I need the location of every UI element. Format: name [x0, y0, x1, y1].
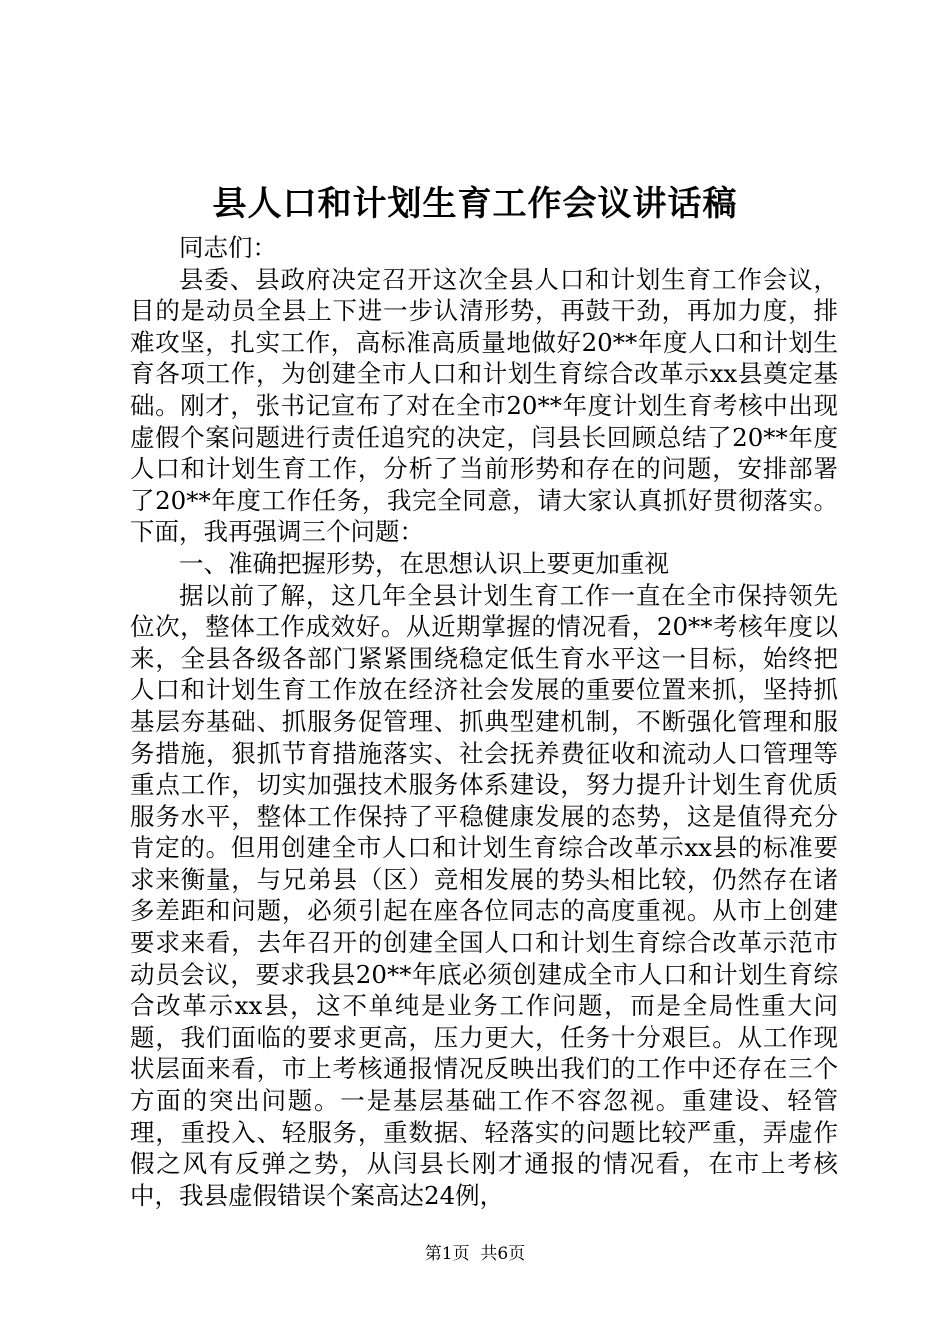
- salutation-paragraph: 同志们：: [179, 233, 277, 262]
- body-paragraph: 县委、县政府决定召开这次全县人口和计划生育工作会议，目的是动员全县上下进一步认清形势，再鼓干劲，再加力度，排难攻坚，扎实工作，高标准高质量地做好20**年度人口和计划生育各项工作，为创建全市人口和计划生育综合改革示xx县奠定基础。刚才，张书记宣布了对在全市20**年度计划生育考核中出现虚假个案问题进行责任追究的决定，闫县长回顾总结了20**年度人口和计划生育工作，分析了当前形势和存在的问题，安排部署了20**年度工作任务，我完全同意，请大家认真抓好贯彻落实。下面，我再强调三个问题：: [130, 264, 838, 547]
- page-footer: [0, 1242, 950, 1266]
- page-number: 第1页: [424, 1244, 470, 1264]
- section-heading: 一、准确把握形势，在思想认识上要更加重视: [179, 548, 669, 578]
- document-title: 县人口和计划生育工作会议讲话稿: [212, 184, 738, 224]
- page-total: 共6页: [480, 1244, 526, 1264]
- body-paragraph: 据以前了解，这几年全县计划生育工作一直在全市保持领先位次，整体工作成效好。从近期掌握的情况看，20**考核年度以来，全县各级各部门紧紧围绕稳定低生育水平这一目标，始终把人口和计划生育工作放在经济社会发展的重要位置来抓，坚持抓基层夯基础、抓服务促管理、抓典型建机制，不断强化管理和服务措施，狠抓节育措施落实、社会抚养费征收和流动人口管理等重点工作，切实加强技术服务体系建设，努力提升计划生育优质服务水平，整体工作保持了平稳健康发展的态势，这是值得充分肯定的。但用创建全市人口和计划生育综合改革示xx县的标准要求来衡量，与兄弟县（区）竞相发展的势头相比较，仍然存在诸多差距和问题，必须引起在座各位同志的高度重视。从市上创建要求来看，去年召开的创建全国人口和计划生育综合改革示范市动员会议，要求我县20**年底必须创建成全市人口和计划生育综合改革示xx县，这不单纯是业务工作问题，而是全局性重大问题，我们面临的要求更高，压力更大，任务十分艰巨。从工作现状层面来看，市上考核通报情况反映出我们的工作中还存在三个方面的突出问题。一是基层基础工作不容忽视。重建设、轻管理，重投入、轻服务，重数据、轻落实的问题比较严重，弄虚作假之风有反弹之势，从闫县长刚才通报的情况看，在市上考核中，我县虚假错误个案高达24例，: [130, 580, 838, 1210]
- document-body: [130, 232, 838, 1211]
